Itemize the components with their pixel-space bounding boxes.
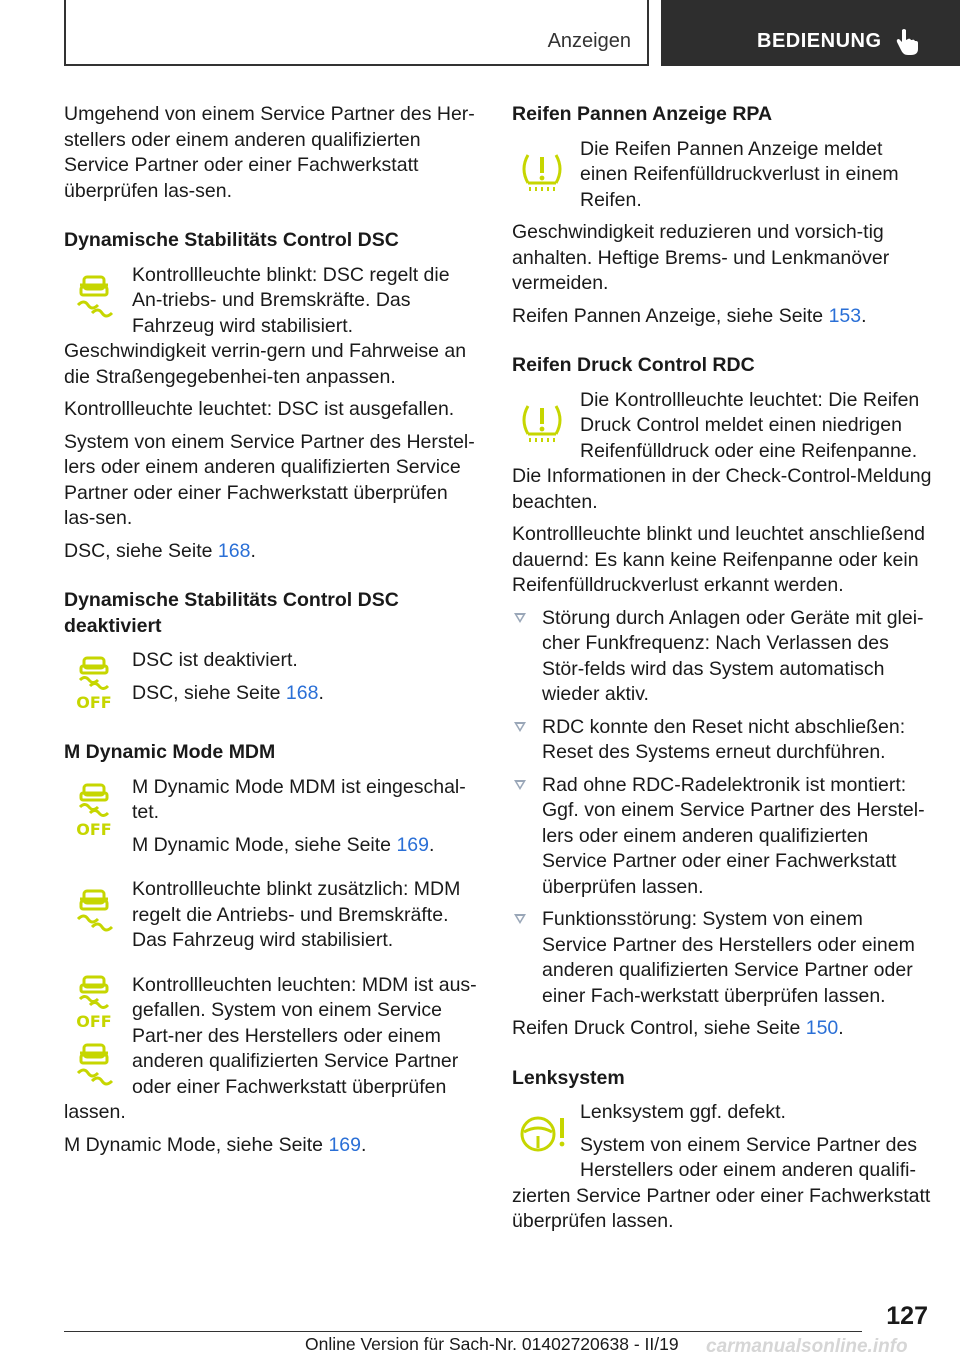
dsc-heading: Dynamische Stabilitäts Control DSC (64, 229, 399, 251)
dsc-off-heading: Dynamische Stabilitäts Control DSC deaktiviert (64, 589, 399, 637)
dsc-paragraph-3: System von einem Service Partner des Herstel-lers oder einem anderen qualifizierten Service Partner oder einer Fachwerkstatt überprüfen las-sen. (64, 430, 475, 529)
header-chapter-tab (661, 0, 960, 66)
rdc-reference-text: Reifen Druck Control, siehe Seite (512, 1017, 806, 1039)
rdc-paragraph-1: Die Kontrollleuchte leuchtet: Die Reifen Druck Control meldet einen niedrigen Reifenfülldruck oder eine Reifenpanne. Die Informationen in der Check-Control-Meldung beachten. (512, 388, 932, 513)
rpa-paragraph-1: Die Reifen Pannen Anzeige meldet einen Reifenfülldruckverlust in einem Reifen. (580, 137, 899, 211)
steering-paragraph-2: System von einem Service Partner des Herstellers oder einem anderen qualifi-zierten Service Partner oder einer Fachwerkstatt überprüfen lassen. (512, 1133, 931, 1232)
header-chapter-label: BEDIENUNG (757, 30, 882, 52)
steering-heading: Lenksystem (512, 1066, 625, 1089)
mdm-failure-icons (64, 975, 132, 1089)
mdm-heading: M Dynamic Mode MDM (64, 741, 276, 763)
page-header (0, 0, 960, 66)
mdm-paragraph-2: Kontrollleuchte blinkt zusätzlich: MDM regelt die Antriebs- und Bremskräfte. Das Fahrzeug wird stabilisiert. (132, 878, 461, 951)
dsc-off-icon (66, 656, 122, 712)
rdc-paragraph-2: Kontrollleuchte blinkt und leuchtet anschließend dauernd: Es kann keine Reifenpanne oder kein Reifenfülldruckverlust erkannt werden. (512, 523, 926, 596)
triangle-bullet-icon (514, 914, 526, 924)
triangle-bullet-icon (514, 722, 526, 732)
dsc-warning-icon (66, 271, 122, 321)
dsc-off-page-link[interactable]: 168 (285, 681, 319, 704)
mdm-page-link-2[interactable]: 169 (328, 1133, 361, 1156)
triangle-bullet-icon (514, 780, 526, 790)
steering-warning-icon (514, 1108, 570, 1158)
rdc-bullet-list (512, 606, 932, 1010)
rdc-reference: Reifen Druck Control, siehe Seite 150. (512, 1017, 844, 1039)
dsc-reference-text: DSC, siehe Seite (64, 539, 218, 562)
rpa-tire-warning-icon (514, 145, 570, 195)
mdm-reference-2: M Dynamic Mode, siehe Seite 169. (64, 1133, 367, 1156)
watermark-logo: carmanualsonline.info (706, 1336, 908, 1357)
hand-pointer-icon (895, 27, 921, 55)
rpa-page-link[interactable]: 153 (828, 304, 862, 327)
mdm-reference-1: M Dynamic Mode, siehe Seite 169. (132, 833, 435, 856)
intro-paragraph: Umgehend von einem Service Partner des Her-stellers oder einem anderen qualifizierten Service Partner oder einer Fachwerkstatt überprüfen las-sen. (64, 103, 475, 202)
dsc-paragraph-2: Kontrollleuchte leuchtet: DSC ist ausgefallen. (64, 398, 455, 420)
header-section-title: Anzeigen (547, 30, 631, 52)
right-column (512, 102, 932, 1242)
list-item: Rad ohne RDC-Radelektronik ist montiert: Ggf. von einem Service Partner des Herstel-lers oder einem anderen qualifizierten Service Partner oder einer Fachwerkstatt überprüfen lassen. (512, 773, 932, 901)
footer-divider (64, 1331, 862, 1332)
footer-online-version: Online Version für Sach-Nr. 01402720638 - II/19 (305, 1334, 679, 1354)
rdc-tire-warning-icon (514, 396, 570, 446)
dsc-reference: DSC, siehe Seite 168. (64, 539, 256, 562)
mdm-failure-off-icon (66, 975, 122, 1031)
mdm-failure-skid-icon (66, 1039, 122, 1089)
mdm-page-link-1[interactable]: 169 (396, 833, 429, 856)
mdm-paragraph-1: M Dynamic Mode MDM ist eingeschal-tet. (132, 775, 466, 823)
mdm-paragraph-3: Kontrollleuchten leuchten: MDM ist aus-gefallen. System von einem Service Part-ner des Herstellers oder einem anderen qualifizierten Service Partner oder einer Fachwerkstatt überprüfen lassen. (64, 973, 477, 1123)
dsc-off-reference-text: DSC, siehe Seite (132, 681, 286, 704)
page-number: 127 (886, 1302, 928, 1330)
rpa-paragraph-2: Geschwindigkeit reduzieren und vorsich-tig anhalten. Heftige Brems- und Lenkmanöver vermeiden. (512, 221, 890, 294)
dsc-off-paragraph: DSC ist deaktiviert. (132, 649, 298, 671)
mdm-reference-1-text: M Dynamic Mode, siehe Seite (132, 833, 397, 856)
triangle-bullet-icon (514, 613, 526, 623)
rpa-reference-text: Reifen Pannen Anzeige, siehe Seite (512, 304, 829, 327)
left-column (64, 102, 480, 1165)
rpa-heading: Reifen Pannen Anzeige RPA (512, 103, 773, 125)
mdm-off-icon (66, 783, 122, 839)
rdc-heading: Reifen Druck Control RDC (512, 354, 755, 376)
rdc-page-link[interactable]: 150 (805, 1017, 839, 1039)
dsc-off-reference: DSC, siehe Seite 168. (132, 681, 324, 704)
list-item: Störung durch Anlagen oder Geräte mit glei-cher Funkfrequenz: Nach Verlassen des Stör-felds wird das System automatisch wieder aktiv. (512, 606, 932, 708)
rpa-reference: Reifen Pannen Anzeige, siehe Seite 153. (512, 304, 867, 327)
list-item: Funktionsstörung: System von einem Service Partner des Herstellers oder einem anderen qualifizierten Service Partner oder einer Fach-werkstatt überprüfen lassen. (512, 907, 932, 1009)
dsc-paragraph-1: Kontrollleuchte blinkt: DSC regelt die An-triebs- und Bremskräfte. Das Fahrzeug wird stabilisiert. Geschwindigkeit verrin-gern und Fahrweise an die Straßengegebenhei-ten anpassen. (64, 263, 467, 388)
header-section-box (64, 0, 649, 66)
mdm-skid-icon (66, 885, 122, 935)
list-item: RDC konnte den Reset nicht abschließen: Reset des Systems erneut durchführen. (512, 715, 932, 766)
steering-paragraph-1: Lenksystem ggf. defekt. (580, 1101, 786, 1123)
mdm-reference-2-text: M Dynamic Mode, siehe Seite (64, 1133, 329, 1156)
dsc-page-link[interactable]: 168 (217, 539, 251, 562)
